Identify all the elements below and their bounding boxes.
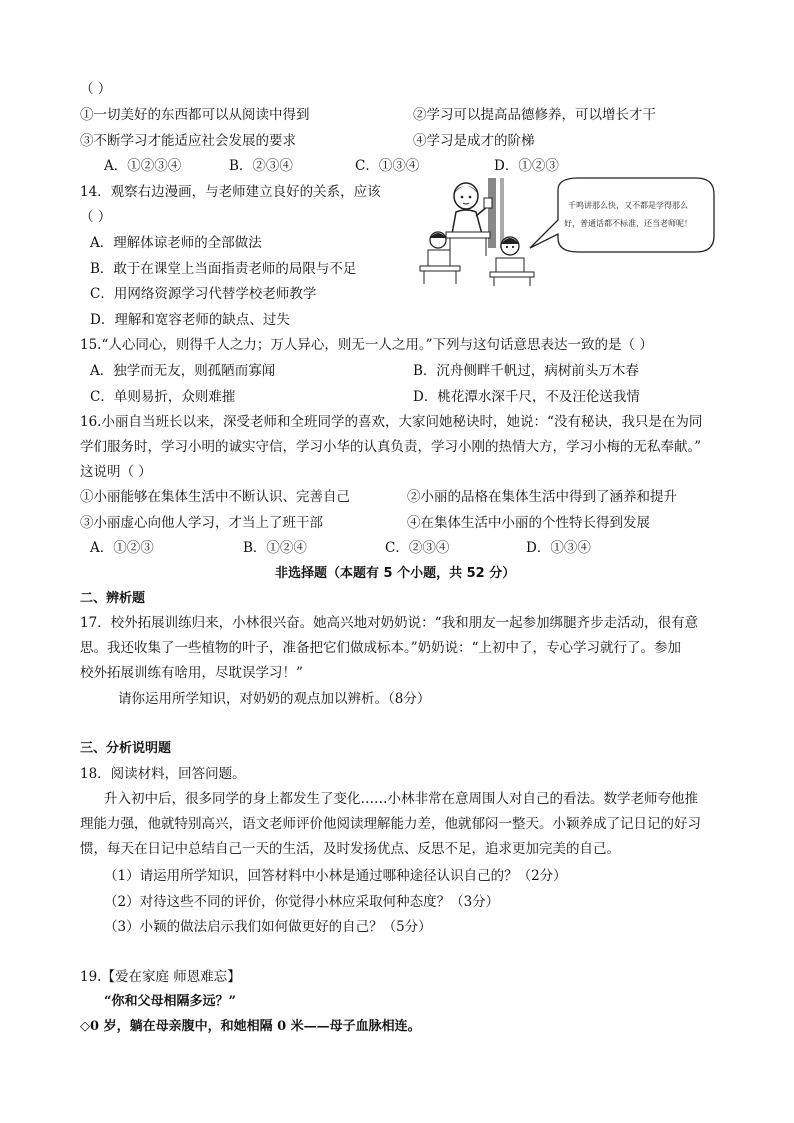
q15-stem: 15.“人心同心，则得千人之力；万人异心，则无一人之用。”下列与这句话意思表达一致的是（ ）: [80, 337, 653, 353]
q16-option-4: ④在集体生活中小丽的个性特长得到发展: [407, 515, 650, 531]
q18-para-line-2: 理能力强，他就特别高兴，语文老师评价他阅读理解能力差，他就郁闷一整天。小颖养成了记日记的好习: [80, 816, 701, 832]
q19-quote: “你和父母相隔多远？”: [104, 994, 236, 1009]
teacher-cartoon: [418, 176, 718, 286]
section-3-heading: 三、分析说明题: [80, 741, 172, 756]
q14-option-c: C．用网络资源学习代替学校老师教学: [90, 286, 317, 302]
q16-line-2: 学们服务时，学习小明的诚实守信，学习小华的认真负责，学习小刚的热情大方，学习小梅的无私奉献。”: [80, 439, 702, 455]
q14-option-b: B．敢于在课堂上当面指责老师的局限与不足: [90, 261, 357, 277]
q18-stem: 18．阅读材料，回答问题。: [80, 766, 246, 782]
q19-stem: 19.【爱在家庭 师恩难忘】: [80, 969, 241, 985]
q16-choice-a: A．①②③: [90, 540, 154, 556]
q13-option-2: ②学习可以提高品德修养，可以增长才干: [413, 107, 656, 123]
q19-line: ◇0 岁，躺在母亲腹中，和她相隔 0 米——母子血脉相连。: [80, 1019, 421, 1034]
q17-line-2: 思。我还收集了一些植物的叶子，准备把它们做成标本。”奶奶说：“上初中了，专心学习就行了。参加: [80, 640, 682, 656]
teacher-cartoon-drawing: [418, 176, 718, 286]
q16-line-1: 16.小丽自当班长以来，深受老师和全班同学的喜欢，大家问她秘诀时，她说：“没有秘诀，我只是在为同: [80, 414, 703, 430]
q14-stem: 14．观察右边漫画，与老师建立良好的关系，应该: [80, 184, 381, 200]
q14-option-a: A．理解体谅老师的全部做法: [90, 235, 262, 251]
q13-option-3: ③不断学习才能适应社会发展的要求: [80, 133, 296, 149]
q16-option-1: ①小丽能够在集体生活中不断认识、完善自己: [80, 489, 350, 505]
q18-para-line-3: 惯，每天在日记中总结自己一天的生活，及时发扬优点、反思不足，追求更加完美的自己。: [80, 841, 620, 857]
q15-option-d: D．桃花潭水深千尺，不及汪伦送我情: [413, 389, 640, 405]
q15-option-a: A．独学而无友，则孤陋而寡闻: [90, 363, 276, 379]
q17-line-4: 请你运用所学知识，对奶奶的观点加以辨析。（8分）: [118, 691, 431, 707]
q16-choice-d: D．①③④: [526, 540, 591, 556]
bubble-line-1: 千鸣讲那么快，又不都是学得那么: [568, 201, 688, 210]
q14-option-d: D．理解和宽容老师的缺点、过失: [90, 312, 290, 328]
q16-choice-b: B．①②④: [243, 540, 307, 556]
q18-para-line-1: 升入初中后，很多同学的身上都发生了变化……小林非常在意周围人对自己的看法。数学老师夸他推: [104, 791, 698, 807]
q16-line-3: 这说明（ ）: [80, 464, 152, 480]
q16-choice-c: C．②③④: [385, 540, 450, 556]
q13-choice-d: D．①②③: [494, 158, 559, 174]
q15-option-b: B．沉舟侧畔千帆过，病树前头万木春: [413, 363, 639, 379]
q13-option-4: ④学习是成才的阶梯: [413, 133, 535, 149]
q16-option-3: ③小丽虚心向他人学习，才当上了班干部: [80, 515, 323, 531]
q18-sub-1: （1）请运用所学知识，回答材料中小林是通过哪种途径认识自己的？（2分）: [104, 868, 567, 884]
q13-option-1: ①一切美好的东西都可以从阅读中得到: [80, 107, 310, 123]
q16-option-2: ②小丽的品格在集体生活中得到了涵养和提升: [407, 489, 677, 505]
q14-paren: （ ）: [80, 209, 112, 225]
q17-line-3: 校外拓展训练有啥用，尽耽误学习！”: [80, 665, 303, 681]
q13-choice-b: B．②③④: [229, 158, 293, 174]
q18-sub-3: （3）小颖的做法启示我们如何做更好的自己？（5分）: [104, 919, 432, 935]
nonchoice-heading: 非选择题（本题有 5 个小题，共 52 分）: [275, 566, 516, 581]
section-2-heading: 二、辨析题: [80, 591, 146, 606]
q13-choice-c: C．①③④: [355, 158, 420, 174]
q13-choice-a: A．①②③④: [104, 158, 182, 174]
q15-option-c: C．单则易折，众则难摧: [90, 389, 236, 405]
bubble-line-2: 好，普通话都不标准，还当老师呢！: [564, 219, 692, 228]
q17-line-1: 17．校外拓展训练归来，小林很兴奋。她高兴地对奶奶说：“我和朋友一起参加绑腿齐步走活动，很有意: [80, 615, 699, 631]
q13-paren: （ ）: [80, 81, 112, 97]
q18-sub-2: （2）对待这些不同的评价，你觉得小林应采取何种态度？（3分）: [104, 894, 500, 910]
